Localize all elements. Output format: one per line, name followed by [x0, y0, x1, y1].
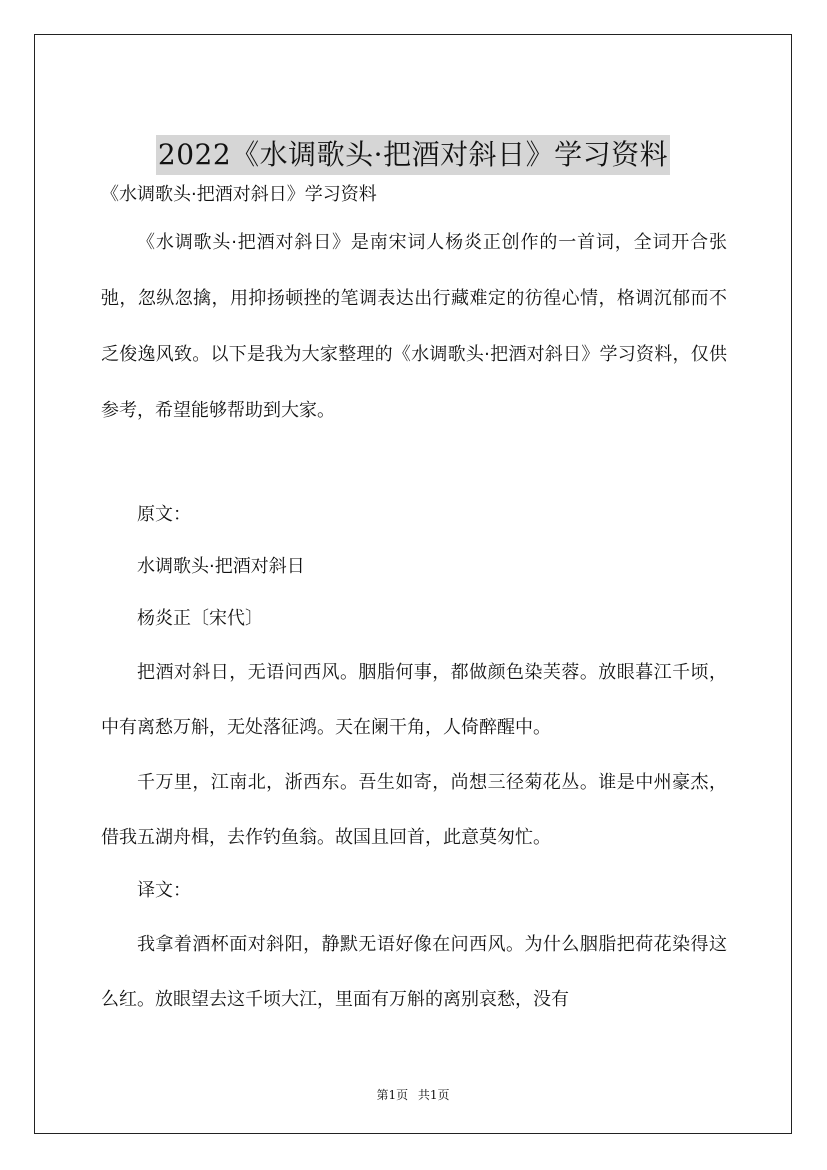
poem-stanza-1: 把酒对斜日，无语问西风。胭脂何事，都做颜色染芙蓉。放眼暮江千顷，中有离愁万斛，无处落征鸿。天在阑干角，人倚醉醒中。: [101, 662, 727, 738]
title-container: [35, 135, 791, 175]
document-body: [101, 175, 727, 1027]
translation-label: 译文：: [137, 880, 191, 901]
poem-title: 水调歌头·把酒对斜日: [137, 556, 305, 577]
poem-stanza-2: 千万里，江南北，浙西东。吾生如寄，尚想三径菊花丛。谁是中州豪杰，借我五湖舟楫，去作钓鱼翁。故国且回首，此意莫匆忙。: [101, 772, 727, 848]
intro-paragraph: 《水调歌头·把酒对斜日》是南宋词人杨炎正创作的一首词，全词开合张弛，忽纵忽擒，用抑扬顿挫的笔调表达出行藏难定的彷徨心情，格调沉郁而不乏俊逸风致。以下是我为大家整理的《水调歌头·把酒对斜日》学习资料，仅供参考，希望能够帮助到大家。: [101, 232, 727, 421]
page-number-total: 共1页: [417, 1088, 450, 1102]
page-number-current: 第1页: [376, 1088, 409, 1102]
paragraph-gap: [101, 439, 727, 489]
document-page: [34, 34, 792, 1134]
document-title: 2022《水调歌头·把酒对斜日》学习资料: [156, 135, 670, 175]
page-footer: [35, 1086, 791, 1103]
poem-author: 杨炎正〔宋代〕: [137, 608, 263, 629]
original-label: 原文：: [137, 504, 191, 525]
translation-paragraph: 我拿着酒杯面对斜阳，静默无语好像在问西风。为什么胭脂把荷花染得这么红。放眼望去这千顷大江，里面有万斛的离别哀愁，没有: [101, 934, 727, 1010]
document-subtitle: 《水调歌头·把酒对斜日》学习资料: [101, 184, 377, 205]
